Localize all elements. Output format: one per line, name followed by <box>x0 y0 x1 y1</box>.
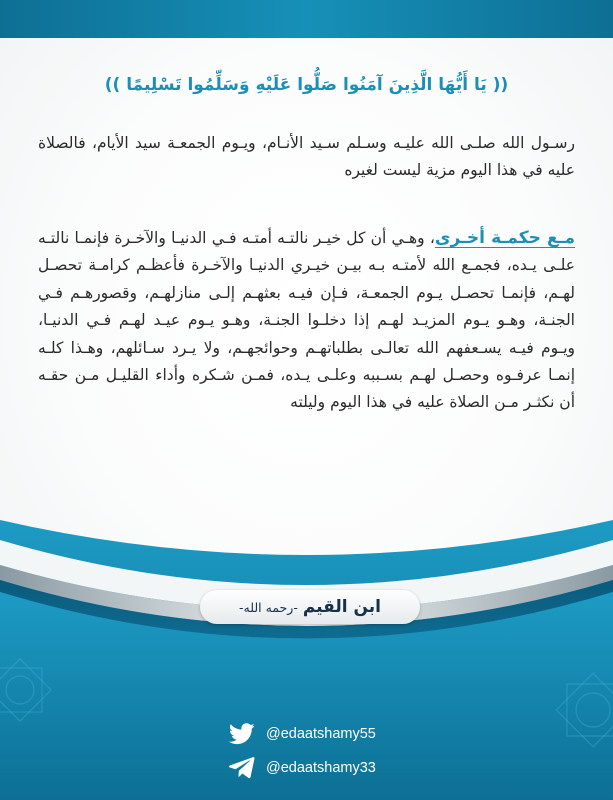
social-twitter[interactable] <box>228 720 438 748</box>
telegram-handle[interactable]: @edaatshamy33 <box>266 760 376 776</box>
author-badge <box>200 590 420 624</box>
twitter-handle[interactable]: @edaatshamy55 <box>266 726 376 742</box>
social-telegram[interactable] <box>228 754 438 782</box>
author-name: ابن القيم <box>302 597 381 617</box>
author-suffix: -رحمه الله- <box>239 600 298 615</box>
top-band <box>0 0 613 38</box>
twitter-icon[interactable] <box>228 720 256 748</box>
paragraph-2-text: ، وهـي أن كل خيـر نالتـه أمتـه فـي الدنيـا والآخـرة فإنمـا نالتـه علـى يـده، فجمـع الله لأمتـه بـه بيـن خيـري الدنيـا والآخـرة فأعظـم كرامـة تحصـل لهـم، فإنمـا تحصـل يـوم الجمعـة، فـإن فيـه بعثهـم إلـى منازلهـم، وقصورهـم فـي الجنـة، وهـو يـوم المزيـد لهـم إذا دخلـوا الجنـة، وهـو يـوم عيـد لهـم فـي الدنيـا، ويـوم فيـه يسـعفهم الله تعالـى بطلباتهـم وحوائجهـم، ولا يـرد سـائلهم، وهـذا كلـه إنمـا عرفـوه وحصـل لهـم بسـببه وعلـى يـده، فمـن شـكره وأداء القليـل مـن حقـه أن نكثـر مـن الصلاة عليه في هذا اليوم وليلته <box>38 229 575 412</box>
paragraph-2 <box>38 225 575 417</box>
telegram-icon[interactable] <box>228 754 256 782</box>
paragraph-1: رسـول الله صلـى الله عليـه وسـلم سـيد الأنـام، ويـوم الجمعـة سيد الأيام، فالصلاة عليه في هذا اليوم مزية ليست لغيره <box>38 134 575 179</box>
decorative-waves <box>0 480 613 800</box>
highlight-phrase: مـع حكمـة أخـرى <box>434 228 575 248</box>
quran-verse: (( يَا أَيُّهَا الَّذِينَ آمَنُوا صَلُّوا عَلَيْهِ وَسَلِّمُوا تَسْلِيمًا )) <box>104 75 509 95</box>
